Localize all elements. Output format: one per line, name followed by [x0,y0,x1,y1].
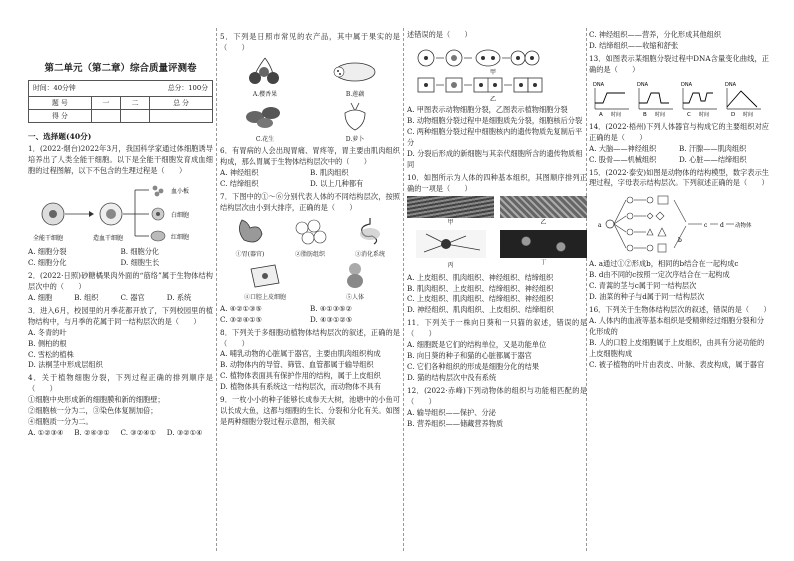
q1-label-wbc: 白细胞 [170,212,189,220]
q10-caption: 乙 [540,219,547,227]
question-15: 15．(2022·泰安)如图是动物体的结构模型，数字表示生理过程，字母表示结构层次。下列叙述正确的是（ ） [589,167,769,188]
q10-caption: 甲 [447,219,454,227]
question-6: 6．有胃病的人会出现胃痛、胃疼等，胃主要由肌肉组织构成，那么胃属于生物体结构层次中的（ ） [220,145,400,166]
q9-figure [407,44,587,102]
option[interactable]: B. 营养组织——储藏营养物质 [407,418,504,428]
option[interactable]: B. ②④③① [74,428,110,438]
exam-title: 第二单元（第二章）综合质量评测卷 [44,63,197,74]
option[interactable]: C. 神经组织——营养，分化形成其他组织 [589,30,722,39]
q9-continued: 述错误的是（ ） [407,30,472,39]
q5-caption: A.樱香果 [252,90,278,98]
option[interactable]: D. 法桐茎中形成层组织 [28,360,103,370]
option[interactable]: D. 心脏——结缔组织 [679,154,747,164]
q5-figure [220,56,400,144]
option[interactable]: C. 青蒿的茎与c属于同一结构层次 [589,281,697,291]
epithelial-tissue-image [500,230,587,258]
option[interactable]: C. 股骨——机械组织 [589,154,657,164]
option[interactable]: D. 结缔组织——收缩和舒张 [589,40,679,50]
question-3: 3．进入6月，校园里的月季花都开放了，下列校园里的植物结构中，与月季的花属于同一结构层次的是（ ） [28,305,213,326]
q1-label-rbc: 红细胞 [170,234,189,242]
stomach-icon [230,216,270,246]
option[interactable]: C. 细胞分化 [28,258,67,268]
q1-label-hsc: 造血干细胞 [92,235,123,243]
dna-axis-label: DNA [593,81,605,88]
q4-step: ①细胞中央形成新的细胞膜和新的细胞壁； [28,395,165,405]
graph-label: B [643,111,647,118]
option[interactable]: D. 系统 [166,292,192,302]
digestive-system-icon [350,216,390,246]
cell-division-diagram [412,44,582,102]
graph-label: D [731,111,736,118]
q5-caption: C.花生 [255,135,275,143]
dna-axis-label: DNA [725,81,737,88]
label-b: b [678,237,682,245]
fat-tissue-icon [290,216,330,246]
option[interactable]: D. 油菜的种子与d属于同一结构层次 [589,292,705,302]
q4-options [28,428,213,439]
option[interactable]: B. 汗腺——肌肉组织 [679,143,747,153]
option[interactable]: D. 分裂后形成的新细胞与其亲代细胞所含的遗传物质相同 [407,148,583,169]
dna-axis-label: DNA [637,81,649,88]
dna-axis-label: DNA [681,81,693,88]
option[interactable]: B. 动物体内的导管、筛管、血管都属于输导组织 [220,360,374,370]
q1-figure [28,180,213,244]
q4-step: ④细胞质一分为二。 [28,417,93,427]
lotus-root-icon [331,56,379,86]
option[interactable]: A. 冬青的叶 [28,327,67,337]
q7-caption: ④口腔上皮细胞 [243,293,286,301]
radish-icon [335,101,375,131]
score-cell[interactable] [91,109,120,122]
dna-graph-d [725,82,761,118]
score-header-cell: 题 号 [29,96,92,109]
question-1: 1．(2022·烟台)2022年3月，我国科学家通过体细胞诱导培养出了人类全能干细胞。以下是全能干细胞发育成血细胞的过程图解，以下不包含的生理过程是（ ） [28,144,213,176]
option[interactable]: D. ③②①④ [166,428,203,438]
q7-figure-row2 [220,261,400,302]
option[interactable]: A. 细胞分裂 [28,247,67,257]
question-14: 14．(2022·梧州)下列人体器官与构成它的主要组织对应正确的是（ ） [589,121,769,142]
option[interactable]: A. 神经组织 [220,167,259,177]
label-c: c [704,222,708,230]
dna-curves [591,79,767,119]
q15-figure [589,192,769,256]
option[interactable]: C. 器官 [120,292,145,302]
epithelial-cell-icon [245,261,285,289]
score-header-cell: 二 [120,96,149,109]
question-8: 8．下列关于多细胞动植物体结构层次的叙述，正确的是（ ） [220,327,400,348]
option[interactable]: B. 侧柏的根 [28,338,67,348]
q10-caption: 丙 [447,262,454,270]
option[interactable]: A. ①②③④ [28,428,64,438]
option[interactable]: C. 雪松的植株 [28,349,74,359]
option[interactable]: C. 它们各种组织的形成是细胞分化的结果 [407,362,540,372]
label-a: a [598,222,602,230]
option[interactable]: C. 上皮组织、肌肉组织、结缔组织、神经组织 [407,294,554,304]
exam-meta [28,80,213,95]
exam-time: 时间：40分钟 [33,84,76,93]
option[interactable]: D. ④③①②⑤ [310,314,353,324]
q1-label-platelet: 血小板 [170,188,189,196]
option[interactable]: B. 人的口腔上皮细胞属于上皮组织，由具有分泌功能的上皮细胞构成 [589,337,765,358]
option[interactable]: C. 两种细胞分裂过程中细胞核内的遗传物质先复制后平分 [407,126,583,147]
q7-caption: ①胃(器官) [235,250,265,258]
option[interactable]: C. 植物体表面具有保护作用的结构，属于上皮组织 [220,371,381,381]
peanut-icon [241,101,289,131]
option[interactable]: B. 肌肉组织、上皮组织、结缔组织、神经组织 [407,283,554,293]
nerve-tissue-image [416,230,486,258]
time-label: 时间 [611,111,622,118]
structure-model-diagram [594,192,764,256]
option[interactable]: C. 被子植物的叶片由表皮、叶脉、表皮构成，属于器官 [589,359,765,369]
option[interactable]: B. ④①③⑤② [310,303,353,313]
graph-label: C [687,111,691,118]
question-7: 7．下图中的①～⑥分别代表人体的不同结构层次，按照结构层次由小到大排序，正确的是（ ） [220,191,400,212]
option[interactable]: A. 细胞既是它们的结构单位，又是功能单位 [407,340,547,350]
option[interactable]: B. d由不同的c按照一定次序结合在一起构成 [589,270,730,280]
q7-caption: ②脂肪组织 [294,250,325,258]
column-3 [407,30,587,553]
option[interactable]: A. 哺乳动物的心脏属于器官，主要由肌肉组织构成 [220,349,381,359]
score-header-cell: 总 分 [150,96,213,109]
score-header-cell: 一 [91,96,120,109]
column-2 [220,30,400,553]
q9-label-b: 乙 [490,95,497,102]
option[interactable]: A. 甲图表示动物细胞分裂，乙图表示植物细胞分裂 [407,104,568,114]
column-1 [28,30,213,553]
exam-total: 总分：100分 [167,84,208,93]
question-16: 16．下列关于生物体结构层次的叙述，错误的是（ ） [589,305,771,315]
q7-options [220,304,400,326]
q5-caption: B.莲藕 [345,90,365,98]
question-4: 4．关于植物细胞分裂，下列过程正确的排列顺序是（ ） [28,373,213,394]
q10-figure [407,196,587,270]
q7-caption: ⑤人体 [345,293,364,301]
connective-tissue-image [500,196,587,218]
q1-options [28,247,213,269]
option[interactable]: A. a通过①②形成b，相同的b结合在一起构成c [589,259,739,269]
section-heading: 一、选择题(40分) [28,131,92,141]
muscle-tissue-image [407,196,494,218]
option[interactable]: A. 大脑——神经组织 [589,143,657,153]
cherry-icon [245,56,285,86]
option[interactable]: B. 动物细胞分裂过程中是细胞质先分裂，细胞核后分裂 [407,115,583,125]
question-13: 13．如图表示某细胞分裂过程中DNA含量变化曲线，正确的是（ ） [589,53,769,74]
option[interactable]: B. 细胞分化 [120,247,160,257]
question-12: 12．(2022·赤峰)下列动物体的组织与功能相匹配的是（ ） [407,385,587,406]
q10-caption: 丁 [540,258,547,266]
column-4 [589,30,769,553]
q5-caption: D.萝卜 [345,135,365,143]
score-table [28,96,213,123]
option[interactable]: D. 以上几种都有 [310,178,364,188]
dna-graph-b [637,82,673,118]
graph-label: A [599,111,603,118]
time-label: 时间 [655,111,666,118]
option[interactable]: D. 神经组织、肌肉组织、上皮组织、结缔组织 [407,305,554,315]
time-label: 时间 [743,111,754,118]
option[interactable]: B. 组织 [74,292,99,302]
time-label: 时间 [699,111,710,118]
question-5: 5．下列是日照市常见的农产品，其中属于果实的是（ ） [220,32,400,52]
question-9: 9．一枚小小的种子能够长成参天大树，池塘中的小鱼可以长成大鱼，这都与细胞的生长、分裂和分化有关。如图是两种细胞分裂过程示意图，相关叙 [220,395,400,427]
label-animal: 动物体 [735,223,752,230]
q2-options [28,293,213,304]
option[interactable]: A. 输导组织——保护、分泌 [407,407,496,417]
baby-icon [335,261,375,289]
score-cell[interactable] [150,109,213,122]
option[interactable]: D. 植物体具有系统这一结构层次，而动物体不具有 [220,382,382,392]
option[interactable]: A. 人体内的血液等基本组织是受精卵经过细胞分裂和分化形成的 [589,316,765,336]
dna-graph-c [681,82,717,118]
option[interactable]: A. 细胞 [28,292,53,302]
q9-label-a: 甲 [490,68,497,76]
score-cell: 得 分 [29,109,92,122]
option[interactable]: B. 肌肉组织 [310,167,349,177]
q1-label-stem: 全能干细胞 [32,235,63,243]
option[interactable]: C. 结缔组织 [220,178,259,188]
q3-options [28,328,213,372]
q6-options [220,168,400,190]
question-10: 10．如图所示为人体的四种基本组织，其图顺序排列正确的一项是（ ） [407,172,587,193]
dna-graph-a [593,82,629,118]
option[interactable]: C. ③②④①⑤ [220,314,263,324]
question-2: 2．(2022·日照)砂糖橘果肉外面的“筋络”属于生物体结构层次中的（ ） [28,270,213,291]
question-11: 11．下列关于一株向日葵和一只猫的叙述，错误的是（ ） [407,318,587,339]
option[interactable]: A. 上皮组织、肌肉组织、神经组织、结缔组织 [407,272,554,282]
option[interactable]: C. ③②④① [120,428,157,438]
option[interactable]: D. 细胞生长 [120,258,160,268]
q13-figure [589,79,769,119]
option[interactable]: A. ④②①③⑤ [220,303,262,313]
q14-options [589,144,769,166]
option[interactable]: D. 猫的结构层次中没有系统 [407,373,497,383]
label-d: d [720,222,724,230]
q7-caption: ③消化系统 [354,250,385,258]
stem-cell-diagram [31,180,211,244]
option[interactable]: B. 向日葵的种子和猫的心脏都属于器官 [407,351,532,361]
q7-figure [220,216,400,259]
q4-step: ②细胞核一分为二，③染色体复制加倍； [28,406,158,416]
score-cell[interactable] [120,109,149,122]
